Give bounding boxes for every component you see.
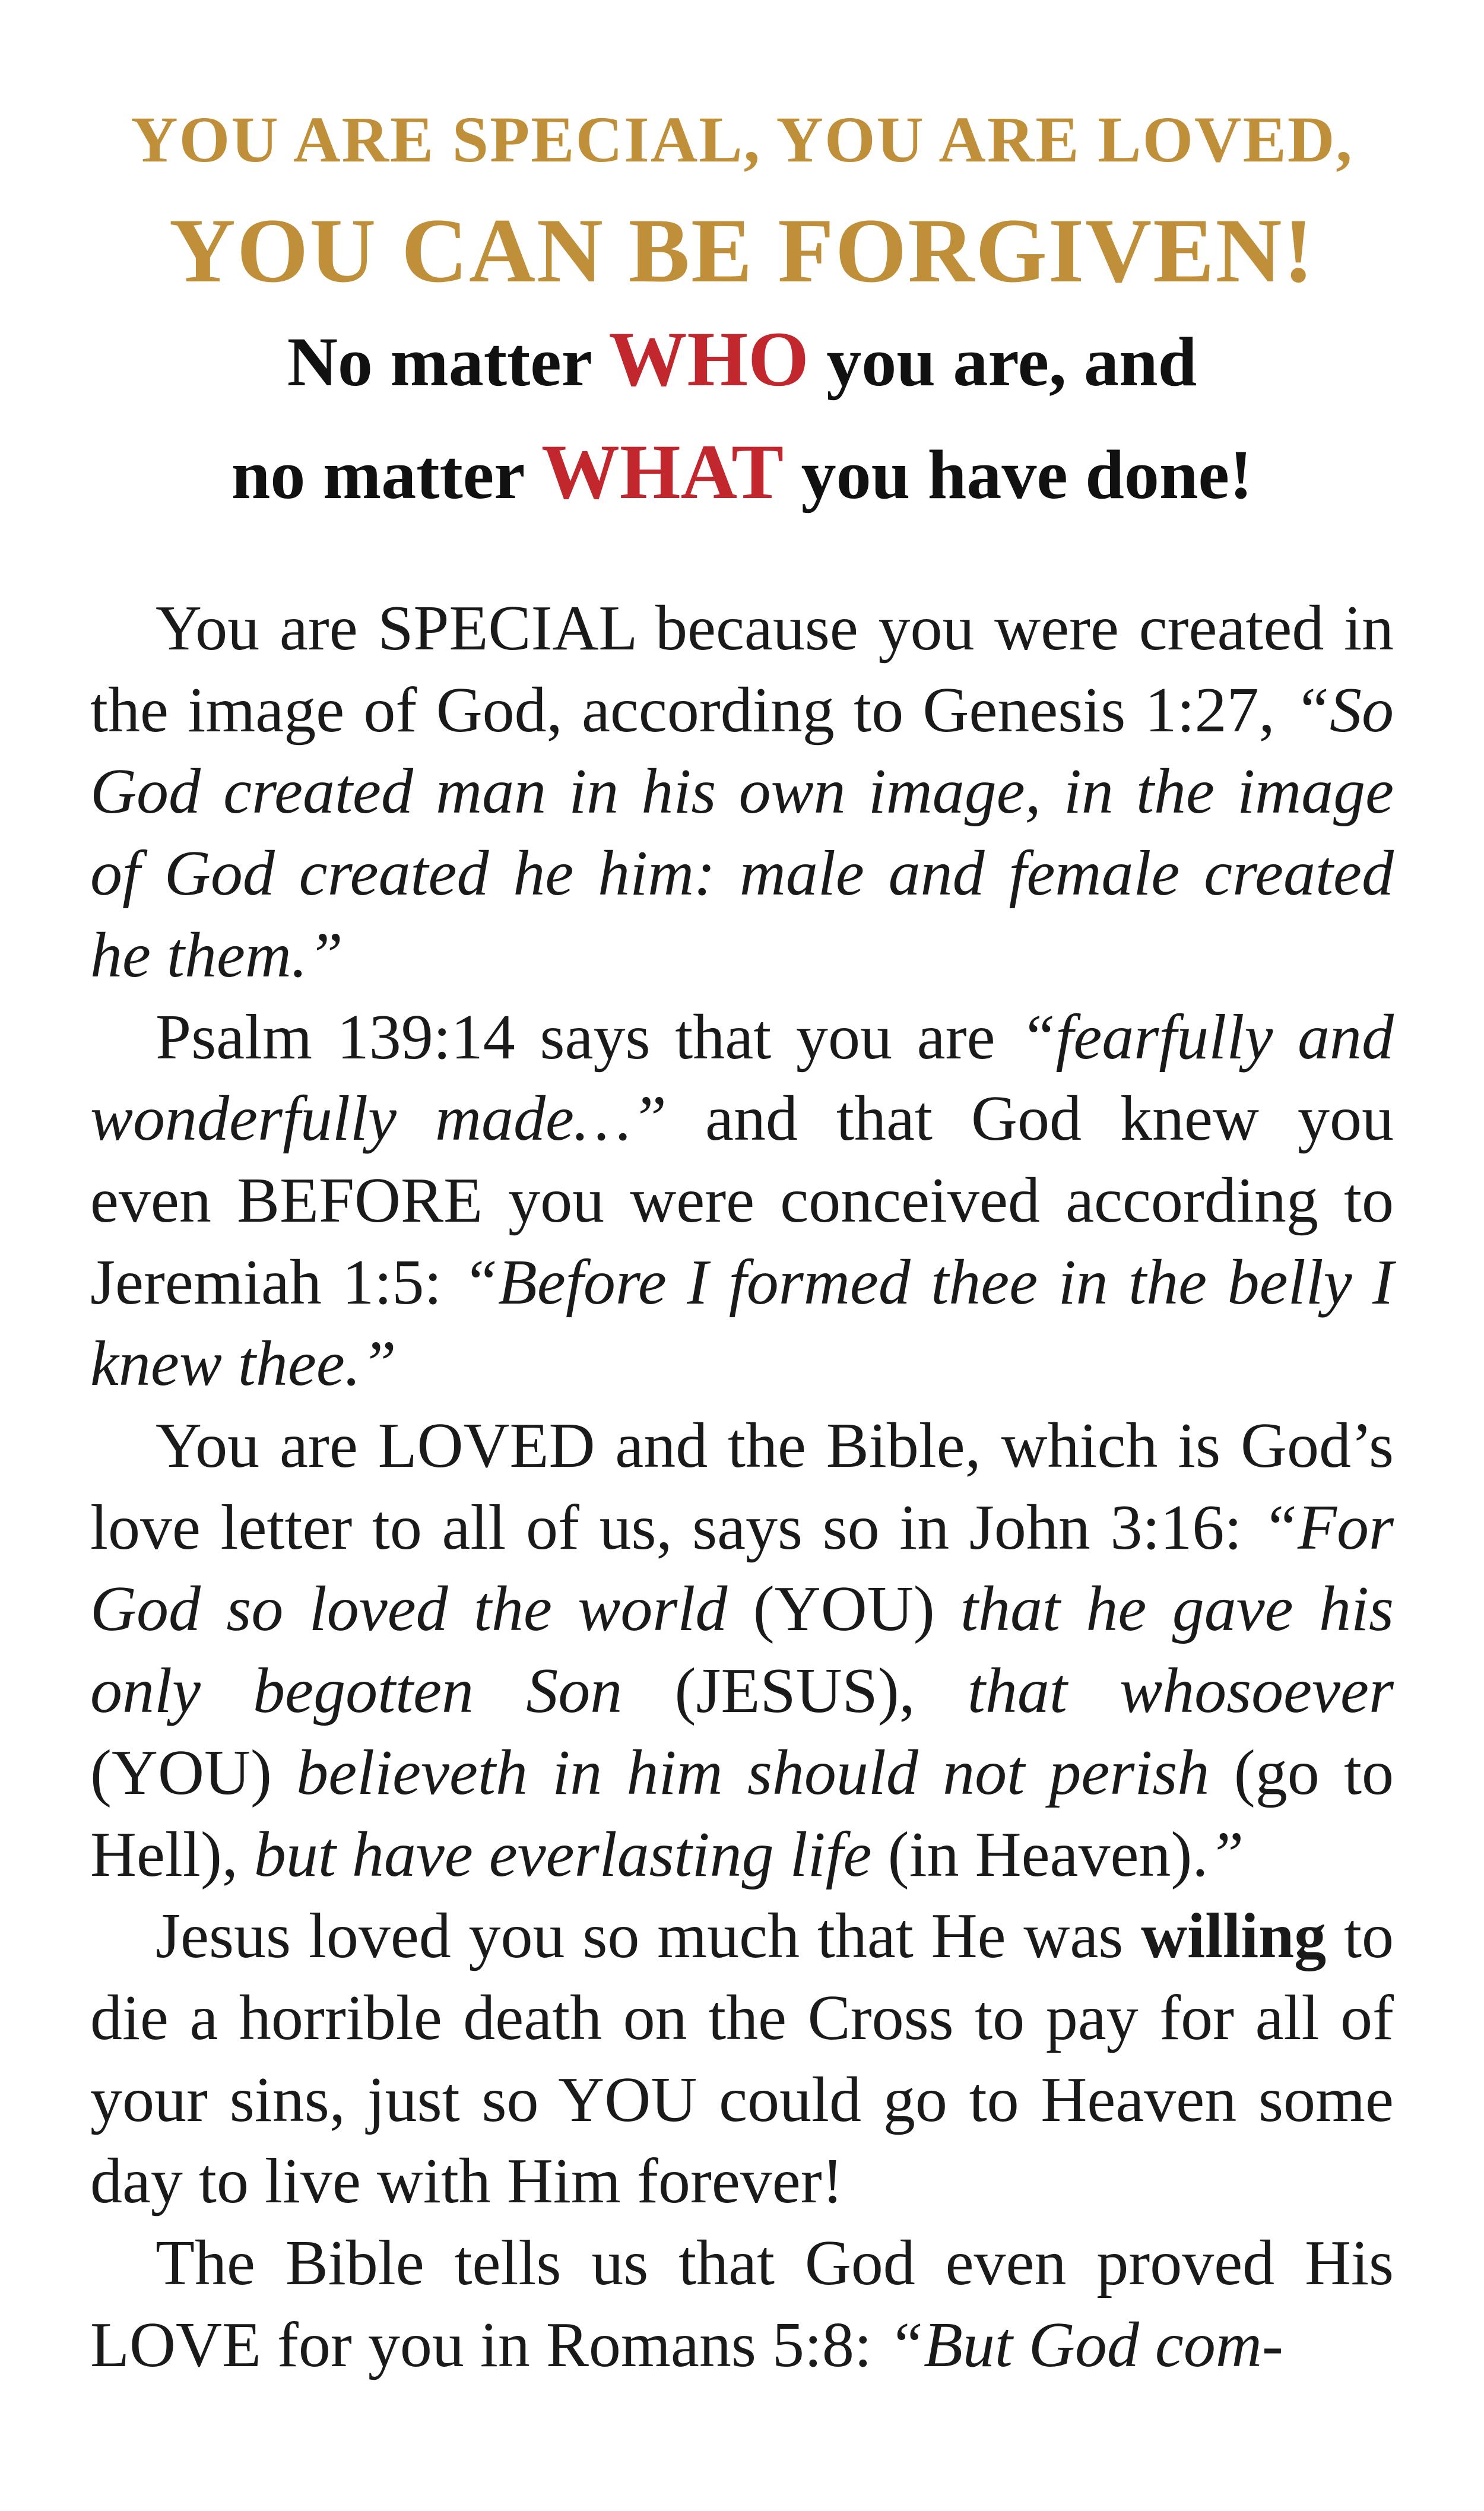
subheading-1-emphasis: WHO [608,315,809,402]
p5-text-a: The Bible tells us that God even proved His LOVE for you in Romans 5:8: [90,2228,1394,2380]
john-quote-4: believeth in him should not perish [296,1737,1210,1808]
paragraph-loved [90,1405,1394,1895]
genesis-quote: “So God created man in his own image, in the image of God created he him: male and female created he them.” [90,674,1394,991]
p1-text: You are SPECIAL because you were created in the image of God, according to Genesis 1:27, [90,593,1394,746]
paragraph-romans [90,2223,1394,2386]
p2-text-a: Psalm 139:14 says that you are [156,1001,1020,1073]
p4-text-c: to die a horrible death on the Cross to pay for all of your sins, just so YOU could go to Heaven some day to live with Him forever! [90,1901,1394,2217]
body-text [90,588,1394,2386]
jeremiah-quote: “Before I formed thee in the belly I knew thee.” [90,1247,1394,1400]
john-quote-5: but have everlasting life [253,1819,872,1890]
subheading-2-post: you have done! [784,436,1253,513]
willing-emphasis: willing [1141,1901,1327,1972]
psalm-quote: “fearfully and wonderfully made…” [90,1001,1394,1155]
paragraph-special [90,588,1394,997]
paragraph-psalm [90,997,1394,1406]
romans-quote: “But God com- [887,2309,1283,2380]
john-quote-1: “For God so loved the world [90,1492,1394,1645]
heading-line-2: YOU CAN BE FORGIVEN! [169,199,1315,302]
p3-text-g: (YOU) [90,1737,297,1808]
john-quote-2: that he gave his only begotten Son [90,1574,1394,1727]
p3-text-a: You are LOVED and the Bible, which is God’s love letter to all of us, says so in John 3:16: [90,1410,1394,1563]
subheading-1-post: you are, and [808,323,1197,401]
heading-line-1: YOU ARE SPECIAL, YOU ARE LOVED, [131,103,1353,176]
subheading-line-2 [0,427,1484,519]
p3-text-k: (in Heaven). [871,1819,1209,1890]
p3-text-c: (YOU) [727,1574,961,1645]
john-quote-end: ” [1208,1819,1244,1890]
subheading-2-emphasis: WHAT [541,428,784,515]
p4-text-a: Jesus loved you so much that He was [156,1901,1141,1972]
p2-text-c: and that God knew you even BEFORE you were conceived according to Jeremiah 1:5: [90,1083,1394,1318]
paragraph-jesus [90,1895,1394,2223]
p3-text-i: (go to Hell), [90,1737,1394,1890]
john-quote-3: that whosoever [967,1656,1394,1727]
subheading-1-pre: No matter [287,323,609,401]
subheading-2-pre: no matter [231,436,541,513]
p3-text-e: (JESUS), [622,1656,968,1727]
subheading-line-1 [0,315,1484,407]
